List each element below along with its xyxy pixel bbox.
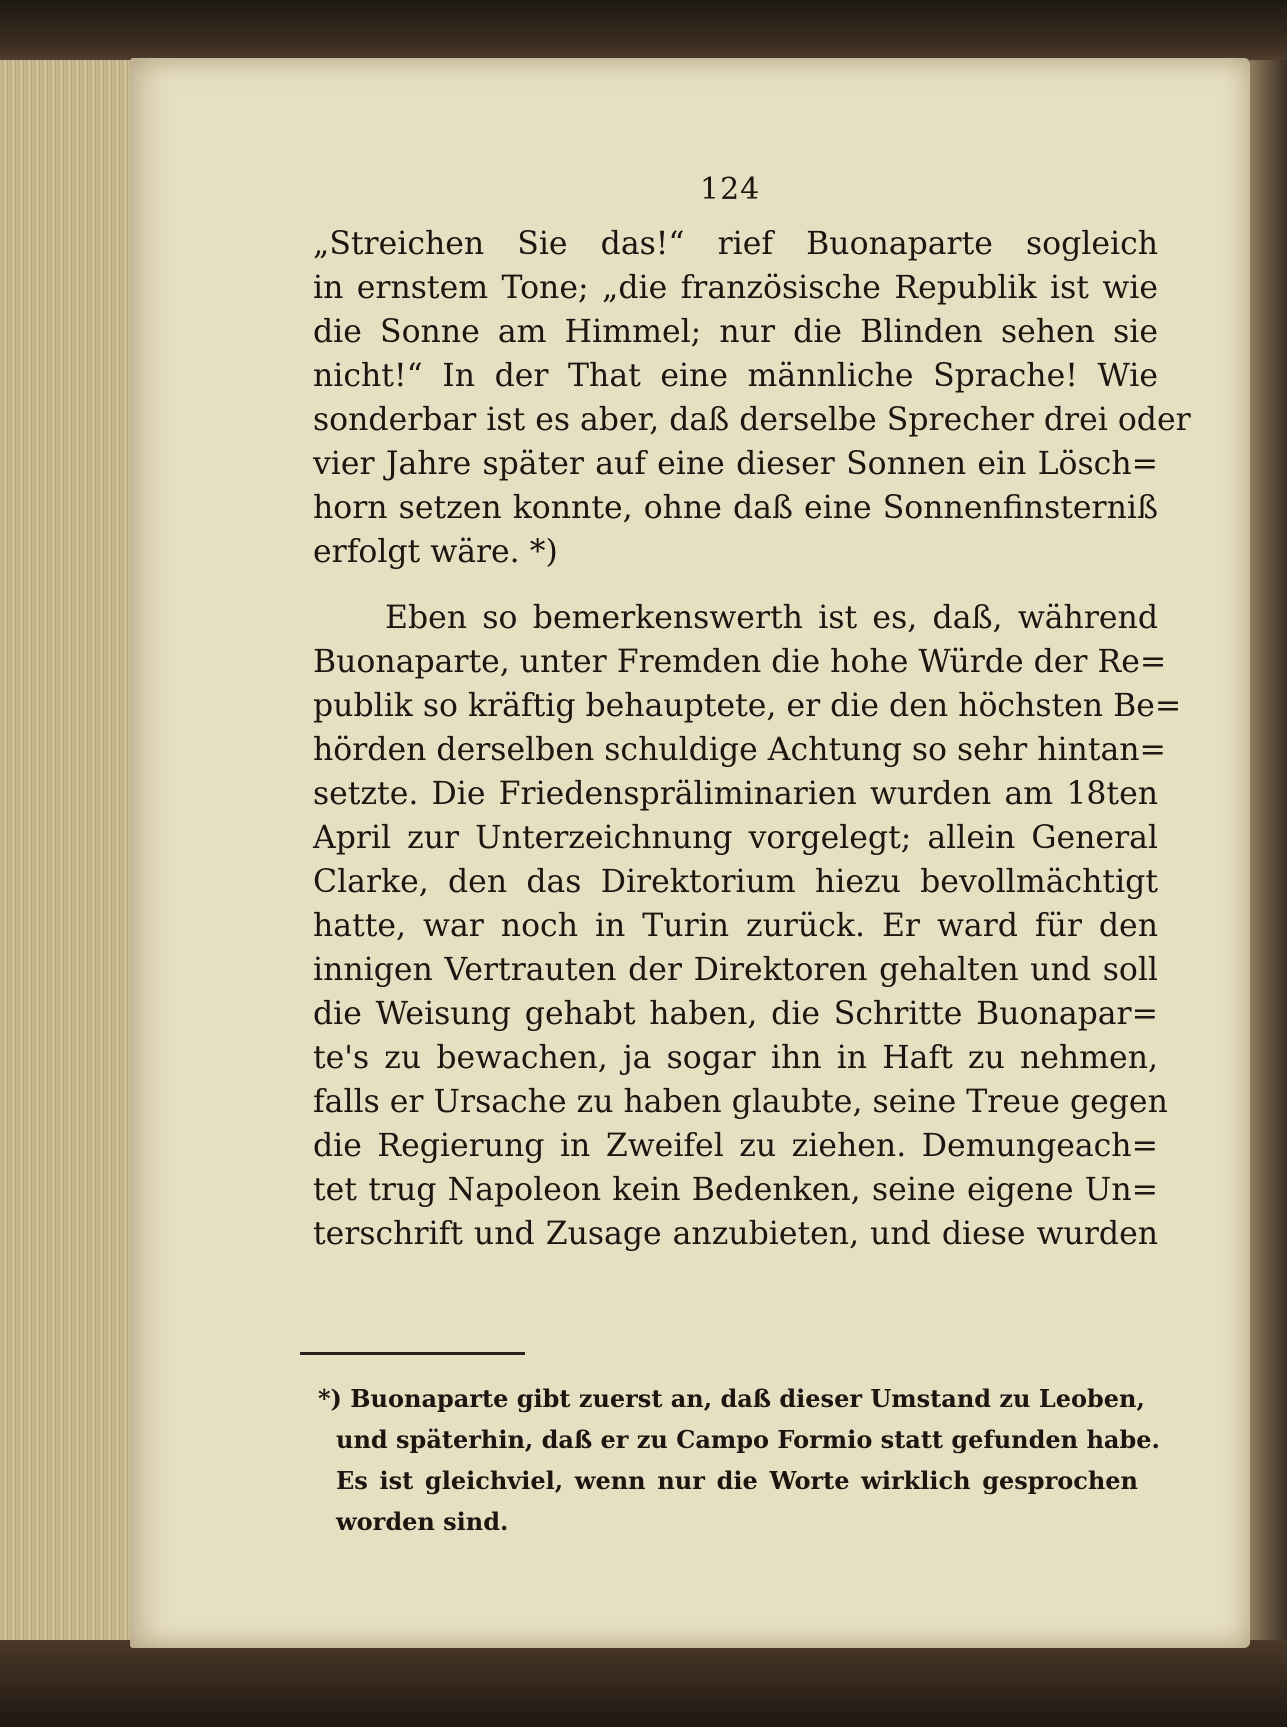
text-line: Clarke, den das Direktorium hiezu bevollmächtigt bbox=[313, 864, 1158, 900]
text-line: Buonaparte, unter Fremden die hohe Würde der Re= bbox=[313, 644, 1167, 680]
scan-background-bottom bbox=[0, 1640, 1287, 1727]
text-line: setzte. Die Friedenspräliminarien wurden am 18ten bbox=[313, 776, 1158, 812]
text-line: horn setzen konnte, ohne daß eine Sonnenfinsterniß bbox=[313, 490, 1158, 526]
footnote-line: worden sind. bbox=[336, 1507, 509, 1536]
text-line: tet trug Napoleon kein Bedenken, seine eigene Un= bbox=[313, 1172, 1158, 1208]
text-line: Eben so bemerkenswerth ist es, daß, während bbox=[385, 600, 1158, 636]
text-line: „Streichen Sie das!“ rief Buonaparte sogleich bbox=[313, 226, 1158, 262]
text-line: terschrift und Zusage anzubieten, und diese wurden bbox=[313, 1216, 1158, 1252]
footnote-separator bbox=[300, 1352, 525, 1355]
scan-background-right bbox=[1250, 60, 1287, 1660]
footnote-line: *) Buonaparte gibt zuerst an, daß dieser Umstand zu Leoben, bbox=[318, 1384, 1145, 1413]
text-line: erfolgt wäre. *) bbox=[313, 534, 558, 570]
text-line: die Sonne am Himmel; nur die Blinden sehen sie bbox=[313, 314, 1158, 350]
text-line: die Weisung gehabt haben, die Schritte Buonapar= bbox=[313, 996, 1158, 1032]
text-line: April zur Unterzeichnung vorgelegt; allein General bbox=[313, 820, 1158, 856]
page-number: 124 bbox=[700, 172, 761, 207]
paragraph-gap bbox=[313, 574, 1158, 596]
book-page-edges bbox=[0, 60, 150, 1660]
text-line: publik so kräftig behauptete, er die den höchsten Be= bbox=[313, 688, 1182, 724]
text-line: innigen Vertrauten der Direktoren gehalten und soll bbox=[313, 952, 1158, 988]
footnote-line: Es ist gleichviel, wenn nur die Worte wirklich gesprochen bbox=[336, 1466, 1138, 1495]
text-line: hörden derselben schuldige Achtung so sehr hintan= bbox=[313, 732, 1166, 768]
text-line: falls er Ursache zu haben glaubte, seine Treue gegen bbox=[313, 1084, 1168, 1120]
text-line: sonderbar ist es aber, daß derselbe Sprecher drei oder bbox=[313, 402, 1191, 438]
text-line: vier Jahre später auf eine dieser Sonnen ein Lösch= bbox=[313, 446, 1158, 482]
main-text bbox=[313, 222, 1191, 1256]
text-line: nicht!“ In der That eine männliche Sprache! Wie bbox=[313, 358, 1158, 394]
text-line: die Regierung in Zweifel zu ziehen. Demungeach= bbox=[313, 1128, 1158, 1164]
footnote-line: und späterhin, daß er zu Campo Formio statt gefunden habe. bbox=[336, 1425, 1160, 1454]
text-line: in ernstem Tone; „die französische Republik ist wie bbox=[313, 270, 1158, 306]
paragraph-1 bbox=[313, 222, 1191, 574]
text-line: hatte, war noch in Turin zurück. Er ward für den bbox=[313, 908, 1158, 944]
text-line: te's zu bewachen, ja sogar ihn in Haft zu nehmen, bbox=[313, 1040, 1158, 1076]
footnote bbox=[318, 1378, 1160, 1542]
paragraph-2 bbox=[313, 596, 1182, 1256]
